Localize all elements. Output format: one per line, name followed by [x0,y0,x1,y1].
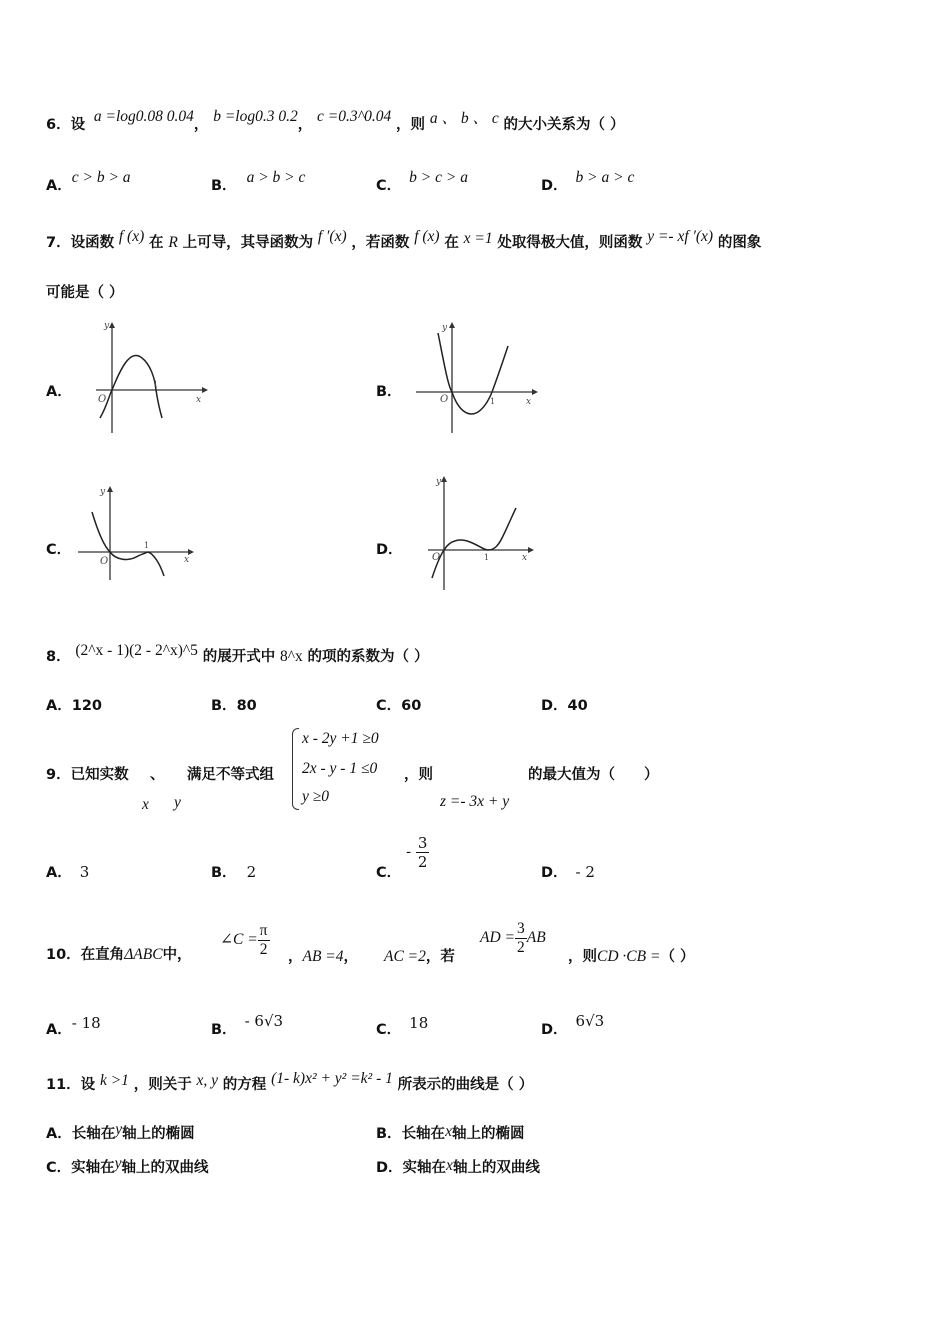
q7-stem-line2: 可能是（ ） [46,285,124,301]
q7-option-a-label: A． [46,384,72,400]
q7-stem: 7．设函数 f (x) 在 R 上可导，其导函数为 f ′(x) ，若函数 f (x) 在 x =1 处取得极大值，则函数 y =- xf ′(x) 的图象 [46,228,762,251]
q9-stem-sep: 、 [150,767,165,783]
q6-c-expr: c =0.3^0.04 [317,108,392,125]
q10-stem: 10．在直角ΔABC中， [46,946,192,963]
q8-expression: (2^x - 1)(2 - 2^x)^5 [75,642,198,659]
q10-option-c: C． 18 [376,1014,429,1038]
q10-option-d: D． 6√3 [541,1012,605,1038]
q10-tail: ，则CD ·CB =（ ） [568,948,695,965]
q8-option-a: A．120 [46,698,103,714]
q7-graph-b [412,318,542,438]
q7-graph-d [424,472,540,594]
q9-stem-b: 满足不等式组 [187,767,274,783]
q9-brace [292,728,299,810]
q6-option-c: C． b > c > a [376,169,468,194]
q10-ac: AC =2，若 [384,948,455,965]
q7-graph-a [92,318,212,438]
q6-option-d: D． b > a > c [541,169,635,194]
q8-stem: 8． (2^x - 1)(2 - 2^x)^5 的展开式中 8^x 的项的系数为（ ） [46,642,429,665]
q10-ad: AD = $\frac{3}{2}$ AB [480,920,546,956]
q6-option-b: B． a > b > c [211,169,306,194]
q9-ineq-3: y ≥0 [302,788,330,805]
q9-stem-a: 9．已知实数 [46,767,129,783]
q7-graph-b-one: 1 [490,397,496,406]
q8-option-d: D．40 [541,698,588,714]
q9-ineq-2: 2x - y - 1 ≤0 [302,760,378,777]
q11-option-b: B．长轴在x轴上的椭圆 [376,1123,525,1142]
q11-stem: 11．设 k >1 ，则关于 x, y 的方程 (1- k)x² + y² =k² - 1 所表示的曲线是（ ） [46,1070,534,1093]
q7-graph-b-x-label: x [526,397,532,407]
q7-option-b-label: B． [376,384,402,400]
q9-option-a: A． 3 [46,863,90,881]
q6-stem: 6．设 a =log0.08 0.04， b =log0.3 0.2， c =0.3^0.04 ，则 a 、 b 、 c 的大小关系为（ ） [46,108,625,133]
q9-option-c: C． [376,865,402,881]
q7-option-d-label: D． [376,542,403,558]
q11-option-d: D．实轴在x轴上的双曲线 [376,1157,540,1176]
q7-graph-c-one: 1 [144,541,150,550]
q7-graph-d-origin: O [432,552,441,563]
q8-option-c: C．60 [376,698,422,714]
q11-equation: (1- k)x² + y² =k² - 1 [271,1070,393,1087]
q6-b-expr: b =log0.3 0.2 [213,108,298,125]
q7-graph-c-origin: O [100,556,109,567]
q10-angle: ∠C = $\frac{\pi}{2}$ [220,922,268,958]
q7-graph-c [74,482,198,582]
q7-graph-d-one: 1 [484,553,490,562]
q9-option-b: B． 2 [211,863,257,881]
q9-objective: z =- 3x + y [440,793,510,810]
q9-stem-d: 的最大值为（ ） [528,767,659,783]
q7-graph-a-origin: O [98,394,107,405]
q9-var-x: x [142,796,149,813]
q7-graph-d-y-label: y [436,477,442,487]
q10-option-b: B． - 6√3 [211,1012,284,1038]
q8-option-b: B．80 [211,698,257,714]
q7-graph-a-x-label: x [196,395,202,405]
q7-graph-b-y-label: y [442,323,448,333]
q9-stem-c: ，则 [404,767,433,783]
q9-ineq-1: x - 2y +1 ≥0 [302,730,379,747]
q9-option-d: D． - 2 [541,863,595,881]
q6-option-a: A．c > b > a [46,169,131,194]
q11-option-c: C．实轴在y轴上的双曲线 [46,1155,209,1176]
q7-graph-c-x-label: x [184,555,190,565]
q7-graph-b-origin: O [440,394,449,405]
q9-var-y: y [174,794,181,811]
q11-option-a: A．长轴在y轴上的椭圆 [46,1121,195,1142]
q7-graph-d-x-label: x [522,553,528,563]
q6-a-expr: a =log0.08 0.04 [93,108,194,125]
q7-option-c-label: C． [46,542,72,558]
q10-ab: ，AB =4， [288,948,359,965]
q9-option-c-value: - $\frac{3}{2}$ [406,834,428,871]
q7-graph-a-y-label: y [104,321,110,331]
q7-graph-a-one: 1 [153,380,159,389]
q7-graph-c-y-label: y [100,487,106,497]
q10-option-a: A．- 18 [46,1014,101,1038]
